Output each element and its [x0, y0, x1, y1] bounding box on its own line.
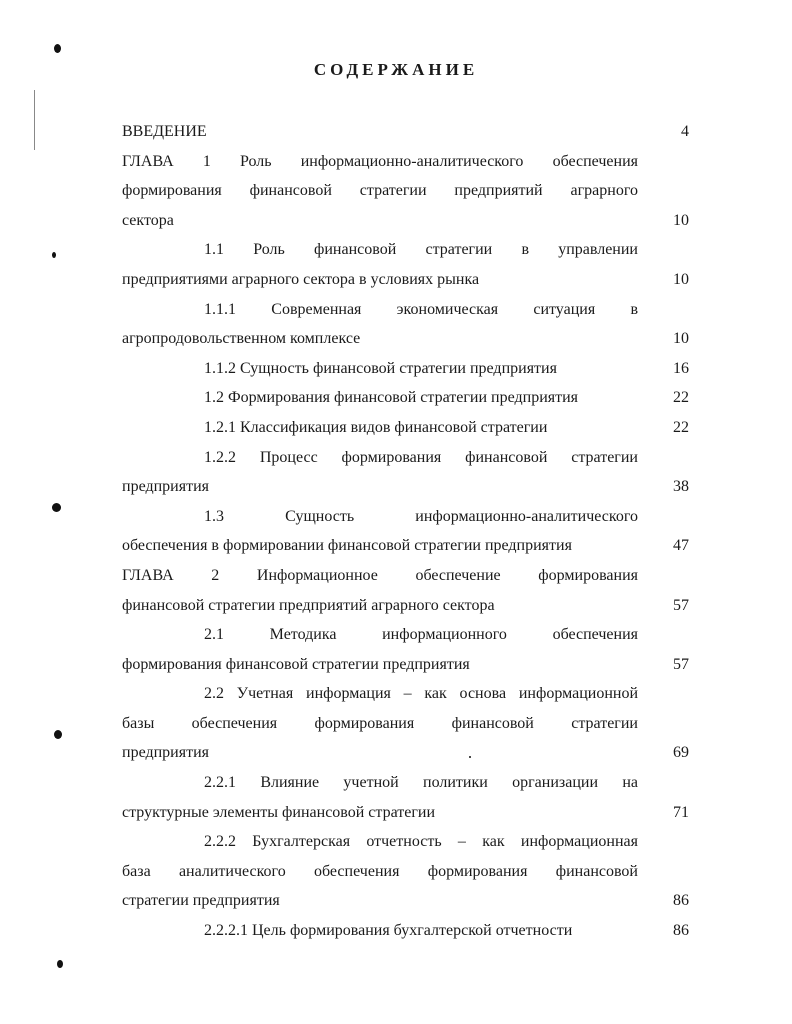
toc-entry-1-2-2	[122, 443, 694, 502]
scan-mark	[54, 44, 61, 53]
toc-entry-chapter-2	[122, 561, 694, 620]
toc-page-number: 22	[673, 389, 689, 407]
toc-line: 2.2 Учетная информация – как основа информационной	[204, 685, 638, 703]
toc-page-number: 38	[673, 478, 689, 496]
toc-line: стратегии предприятия	[122, 892, 280, 910]
toc-line: обеспечения в формировании финансовой стратегии предприятия	[122, 537, 572, 555]
toc-page-number: 86	[673, 892, 689, 910]
toc-line: ГЛАВА 1 Роль информационно-аналитического обеспечения	[122, 152, 638, 170]
toc-line: 1.1 Роль финансовой стратегии в управлении	[204, 241, 638, 259]
toc-line: предприятия	[122, 744, 209, 762]
toc-line: ГЛАВА 2 Информационное обеспечение формирования	[122, 566, 638, 584]
toc-line: 1.2.2 Процесс формирования финансовой стратегии	[204, 448, 638, 466]
toc-entry-1-1-2	[122, 354, 694, 384]
toc-page-number: 57	[673, 655, 689, 673]
toc-page-number: 86	[673, 922, 689, 940]
toc-line: финансовой стратегии предприятий аграрного сектора	[122, 596, 495, 614]
toc-line: сектора	[122, 211, 174, 229]
toc-page-number: 16	[673, 359, 689, 377]
toc-entry-1-3	[122, 502, 694, 561]
toc-page-number: 10	[673, 211, 689, 229]
toc-entry-2-1	[122, 620, 694, 679]
toc-line: формирования финансовой стратегии предприятия	[122, 655, 470, 673]
toc-line: предприятиями аграрного сектора в условиях рынка	[122, 270, 480, 288]
scan-mark	[54, 730, 62, 739]
toc-page-number: 69	[673, 744, 689, 762]
toc-entry-1-2	[122, 383, 694, 413]
toc-line: формирования финансовой стратегии предприятий аграрного	[122, 182, 638, 200]
toc-page-number: 22	[673, 418, 689, 436]
toc-line: 2.1 Методика информационного обеспечения	[204, 626, 638, 644]
toc-page-number: 71	[673, 803, 689, 821]
toc-line: 1.3 Сущность информационно-аналитического	[204, 507, 638, 525]
toc-line: 1.2 Формирования финансовой стратегии предприятия	[204, 389, 579, 407]
toc-entry-2-2	[122, 679, 694, 768]
toc-line: 1.1.2 Сущность финансовой стратегии предприятия	[204, 359, 557, 377]
toc-page-number: 10	[673, 270, 689, 288]
toc-line: 2.2.2 Бухгалтерская отчетность – как информационная	[204, 833, 638, 851]
page-title: СОДЕРЖАНИЕ	[313, 60, 479, 79]
toc-entry-1-1-1	[122, 295, 694, 354]
toc-line: структурные элементы финансовой стратегии	[122, 803, 436, 821]
toc-line: предприятия	[122, 478, 209, 496]
table-of-contents	[122, 117, 694, 946]
toc-entry-introduction	[122, 117, 694, 147]
toc-line: базы обеспечения формирования финансовой стратегии	[122, 714, 638, 732]
toc-line: 1.2.1 Классификация видов финансовой стратегии	[204, 418, 548, 436]
toc-page-number: 47	[673, 537, 689, 555]
toc-line: база аналитического обеспечения формирования финансовой	[122, 862, 638, 880]
toc-entry-1-2-1	[122, 413, 694, 443]
toc-page-number: 10	[673, 330, 689, 348]
toc-page-number: 57	[673, 596, 689, 614]
toc-line: 2.2.2.1 Цель формирования бухгалтерской отчетности	[204, 922, 573, 940]
toc-entry-chapter-1	[122, 147, 694, 236]
toc-entry-2-2-1	[122, 768, 694, 827]
toc-line: 2.2.1 Влияние учетной политики организации на	[204, 774, 638, 792]
toc-line: 1.1.1 Современная экономическая ситуация в	[204, 300, 638, 318]
toc-entry-1-1	[122, 235, 694, 294]
toc-entry-2-2-2	[122, 827, 694, 916]
toc-entry-2-2-2-1	[122, 916, 694, 946]
toc-page-number: 4	[681, 123, 689, 140]
scan-mark	[52, 252, 56, 258]
toc-line: агропродовольственном комплексе	[122, 330, 361, 348]
scan-mark	[52, 503, 61, 512]
scan-mark	[57, 960, 63, 968]
toc-line: ВВЕДЕНИЕ	[122, 123, 207, 140]
scan-line	[34, 90, 35, 150]
